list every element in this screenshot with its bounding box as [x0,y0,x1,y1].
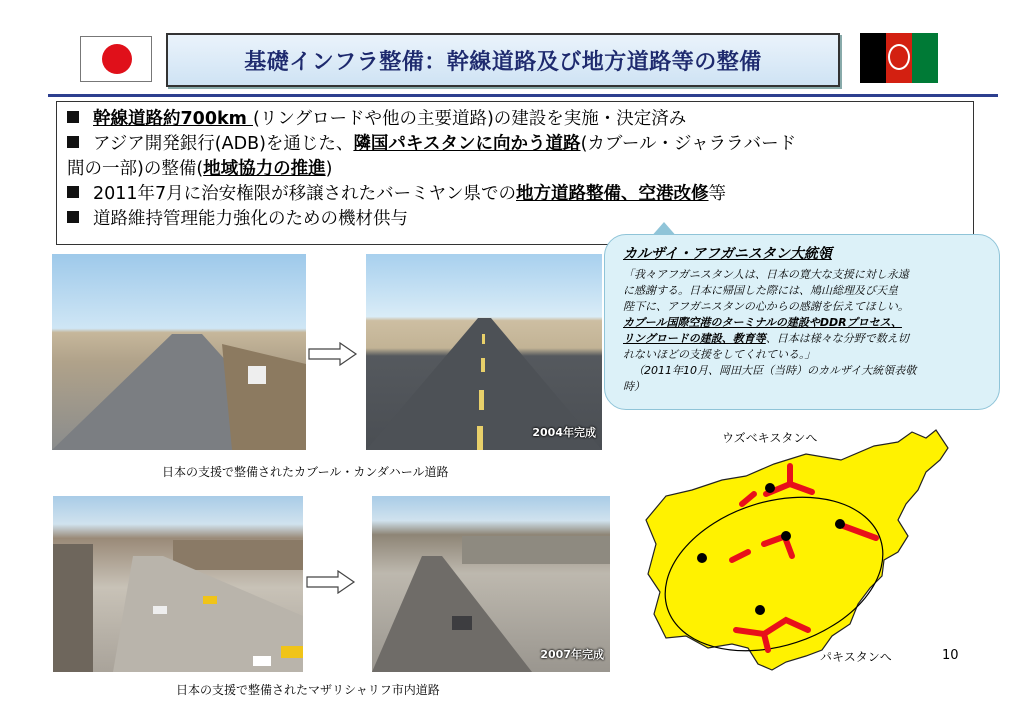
quote-line-emphasis [623,315,981,331]
quote-line: に感謝する。日本に帰国した際には、鳩山総理及び天皇 [623,284,898,297]
bullet-square-icon [67,211,79,223]
bullet-item [67,107,963,132]
bullet-text: 間の一部)の整備( [67,159,204,179]
bullet-text: ) [325,159,333,179]
header-divider [48,94,998,97]
quote-emphasis: リングロードの建設、教育等 [623,332,766,345]
bullet-item [67,207,963,232]
photo-mazar-road-after [372,496,610,672]
quote-title: カルザイ・アフガニスタン大統領 [623,246,832,262]
bullet-square-icon [67,186,79,198]
bullet-item [67,182,963,207]
bullet-square-icon [67,136,79,148]
bullet-emphasis: 地域協力の推進 [203,159,326,179]
photo-caption: 日本の支援で整備されたマザリシャリフ市内道路 [176,683,440,697]
quote-text: 、日本は様々な分野で数え切 [765,332,909,345]
bullet-text: (リングロードや他の主要道路)の建設を実施・決定済み [253,109,687,129]
quote-bubble [604,234,1000,410]
title-banner [166,33,840,87]
completion-tag: 2007年完成 [540,648,604,661]
afghanistan-road-map [636,424,1002,686]
bullet-emphasis: 隣国パキスタンに向かう道路 [353,134,581,154]
bullet-text: 2011年7月に治安権限が移譲されたバーミヤン県での [93,184,516,204]
page-number: 10 [942,648,959,663]
afghanistan-flag-icon [860,33,938,83]
photo-kabul-road-before [52,254,306,450]
bullet-continuation [67,157,963,182]
quote-emphasis: カブール国際空港のターミナルの建設やDDRプロセス、 [623,316,902,329]
quote-line [623,331,981,347]
page-title: 基礎インフラ整備：幹線道路及び地方道路等の整備 [244,49,762,75]
photo-caption: 日本の支援で整備されたカブール・カンダハール道路 [162,465,449,479]
bullet-item [67,132,963,157]
bullet-emphasis: 幹線道路約700km [93,109,253,129]
quote-line: れないほどの支援をしてくれている。」 [623,348,816,361]
bullet-square-icon [67,111,79,123]
right-arrow-icon [308,342,358,366]
bullet-emphasis: 地方道路整備、空港改修 [516,184,709,204]
label-to-pakistan: パキスタンへ [820,650,892,664]
label-to-uzbekistan: ウズベキスタンへ [722,431,818,445]
photo-kabul-road-after [366,254,602,450]
bullet-text: アジア開発銀行(ADB)を通じた、 [93,134,354,154]
bullet-list [56,101,974,245]
completion-tag: 2004年完成 [532,426,596,439]
quote-line: 陛下に、アフガニスタンの心からの感謝を伝えてほしい。 [623,300,909,313]
quote-source: 時） [623,380,645,393]
right-arrow-icon [306,570,356,594]
bullet-text: (カブール・ジャララバード [580,134,797,154]
bullet-text: 道路維持管理能力強化のための機材供与 [93,209,408,229]
quote-line: 「我々アフガニスタン人は、日本の寛大な支援に対し永遠 [623,268,909,281]
quote-source: （2011年10月、岡田大臣（当時）のカルザイ大統領表敬 [633,364,917,377]
photo-mazar-road-before [53,496,303,672]
bullet-text: 等 [708,184,726,204]
japan-flag-icon [80,36,152,82]
